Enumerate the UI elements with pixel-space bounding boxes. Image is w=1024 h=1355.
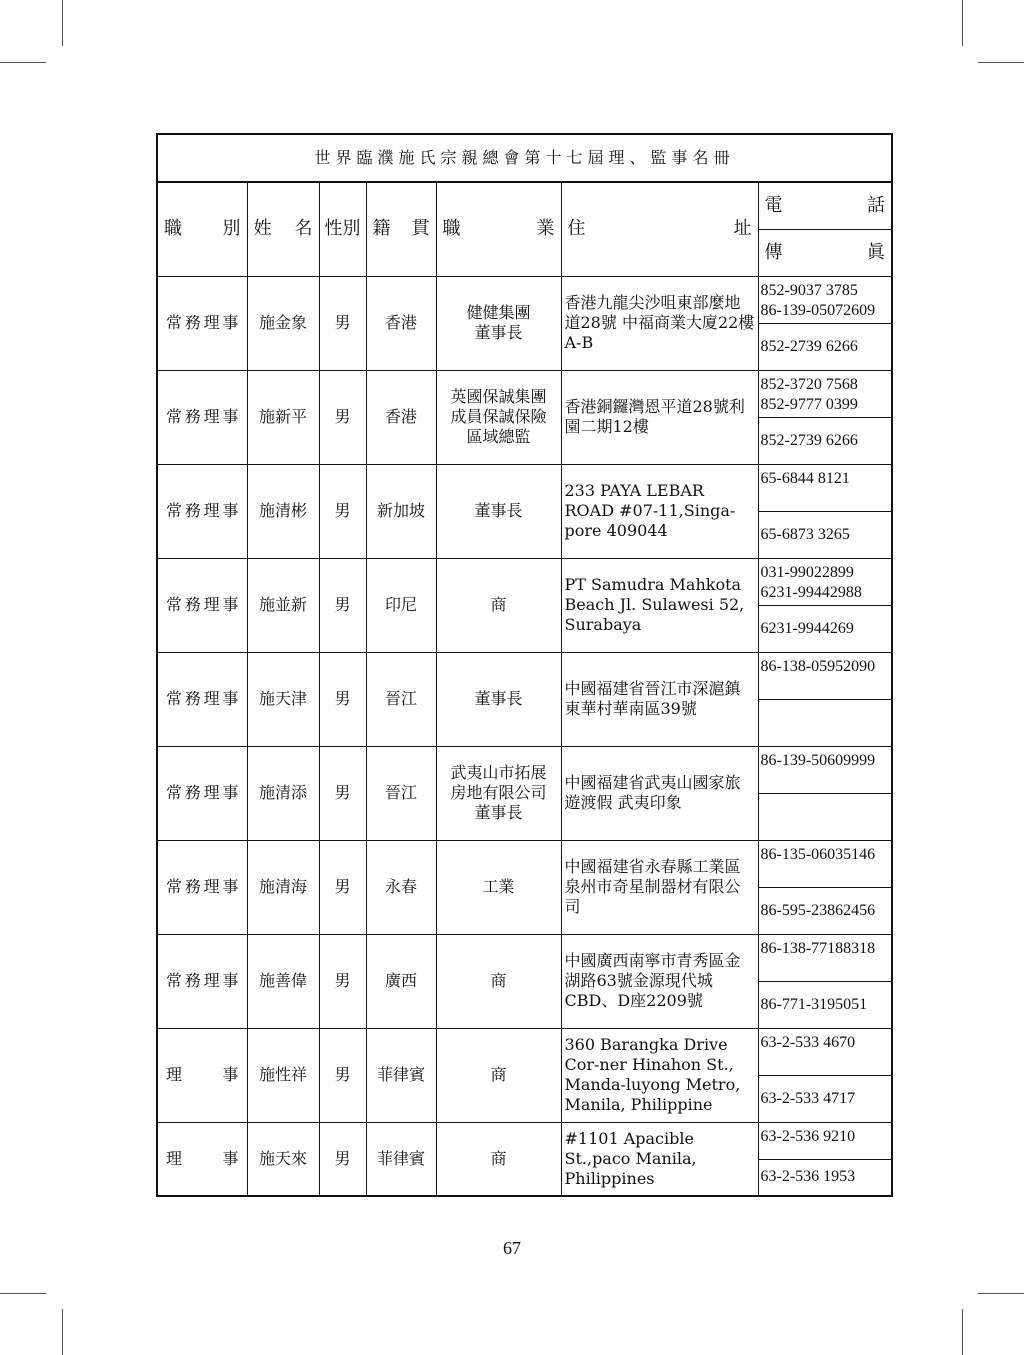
table-row	[157, 934, 892, 981]
table-row	[157, 558, 892, 605]
origin-cell: 香港	[366, 276, 436, 370]
gender-cell: 男	[319, 746, 366, 840]
position-cell: 常務理事	[157, 652, 247, 746]
name-cell: 施天來	[247, 1122, 319, 1196]
occupation-cell: 董事長	[436, 652, 561, 746]
table-row	[157, 464, 892, 511]
address-cell: 香港九龍尖沙咀東部麼地道28號 中福商業大廈22樓A-B	[561, 276, 758, 370]
phone-cell: 031-99022899 6231-99442988	[758, 558, 892, 605]
position-cell: 常務理事	[157, 464, 247, 558]
header-origin: 籍 貫	[366, 182, 436, 276]
name-cell: 施新平	[247, 370, 319, 464]
position-cell: 常務理事	[157, 840, 247, 934]
table-row	[157, 840, 892, 887]
crop-mark	[962, 1309, 963, 1355]
crop-mark	[0, 1293, 46, 1294]
name-cell: 施清海	[247, 840, 319, 934]
gender-cell: 男	[319, 934, 366, 1028]
name-cell: 施性祥	[247, 1028, 319, 1122]
phone-cell: 63-2-533 4670	[758, 1028, 892, 1075]
position-cell: 理事	[157, 1028, 247, 1122]
table-row	[157, 746, 892, 793]
position-cell: 常務理事	[157, 746, 247, 840]
occupation-cell: 商	[436, 1028, 561, 1122]
name-cell: 施清添	[247, 746, 319, 840]
fax-cell: 86-595-23862456	[758, 887, 892, 934]
header-name: 姓 名	[247, 182, 319, 276]
position-cell: 常務理事	[157, 558, 247, 652]
origin-cell: 新加坡	[366, 464, 436, 558]
crop-mark	[62, 0, 63, 46]
member-directory-table	[156, 133, 893, 1197]
phone-cell: 86-138-05952090	[758, 652, 892, 699]
gender-cell: 男	[319, 840, 366, 934]
phone-cell: 86-138-77188318	[758, 934, 892, 981]
origin-cell: 晉江	[366, 652, 436, 746]
crop-mark	[0, 62, 46, 63]
table-row	[157, 370, 892, 417]
fax-cell: 65-6873 3265	[758, 511, 892, 558]
phone-cell: 86-139-50609999	[758, 746, 892, 793]
phone-cell: 852-9037 3785 86-139-05072609	[758, 276, 892, 323]
fax-cell: 6231-9944269	[758, 605, 892, 652]
header-address: 住 址	[561, 182, 758, 276]
address-cell: 香港銅鑼灣恩平道28號利園二期12樓	[561, 370, 758, 464]
occupation-cell: 工業	[436, 840, 561, 934]
name-cell: 施清彬	[247, 464, 319, 558]
gender-cell: 男	[319, 1028, 366, 1122]
crop-mark	[978, 62, 1024, 63]
address-cell: 360 Barangka Drive Cor-ner Hinahon St., Manda-luyong Metro, Manila, Philippine	[561, 1028, 758, 1122]
occupation-cell: 商	[436, 934, 561, 1028]
table-row	[157, 1122, 892, 1159]
position-cell: 常務理事	[157, 276, 247, 370]
phone-cell: 852-3720 7568 852-9777 0399	[758, 370, 892, 417]
gender-cell: 男	[319, 558, 366, 652]
gender-cell: 男	[319, 370, 366, 464]
phone-cell: 65-6844 8121	[758, 464, 892, 511]
origin-cell: 香港	[366, 370, 436, 464]
occupation-cell: 商	[436, 1122, 561, 1196]
address-cell: PT Samudra Mahkota Beach Jl. Sulawesi 52, Surabaya	[561, 558, 758, 652]
address-cell: 中國福建省晉江市深滬鎮東華村華南區39號	[561, 652, 758, 746]
occupation-cell: 武夷山市拓展 房地有限公司 董事長	[436, 746, 561, 840]
address-cell: 233 PAYA LEBAR ROAD #07-11,Singa-pore 409044	[561, 464, 758, 558]
address-cell: 中國福建省武夷山國家旅遊渡假 武夷印象	[561, 746, 758, 840]
name-cell: 施金象	[247, 276, 319, 370]
header-occupation: 職 業	[436, 182, 561, 276]
fax-cell: 63-2-536 1953	[758, 1159, 892, 1196]
header-phone: 電 話	[758, 182, 892, 229]
position-cell: 常務理事	[157, 370, 247, 464]
fax-cell	[758, 699, 892, 746]
origin-cell: 晉江	[366, 746, 436, 840]
fax-cell: 63-2-533 4717	[758, 1075, 892, 1122]
header-fax: 傳 眞	[758, 229, 892, 276]
occupation-cell: 董事長	[436, 464, 561, 558]
fax-cell	[758, 793, 892, 840]
gender-cell: 男	[319, 1122, 366, 1196]
table-row	[157, 652, 892, 699]
origin-cell: 廣西	[366, 934, 436, 1028]
origin-cell: 菲律賓	[366, 1028, 436, 1122]
phone-cell: 86-135-06035146	[758, 840, 892, 887]
name-cell: 施天津	[247, 652, 319, 746]
table-row	[157, 276, 892, 323]
crop-mark	[62, 1309, 63, 1355]
phone-cell: 63-2-536 9210	[758, 1122, 892, 1159]
occupation-cell: 英國保誠集團 成員保誠保險 區域總監	[436, 370, 561, 464]
gender-cell: 男	[319, 464, 366, 558]
crop-mark	[978, 1293, 1024, 1294]
document-title: 世界臨濮施氏宗親總會第十七屆理、監事名冊	[157, 134, 892, 182]
origin-cell: 菲律賓	[366, 1122, 436, 1196]
origin-cell: 印尼	[366, 558, 436, 652]
header-position: 職 別	[157, 182, 247, 276]
gender-cell: 男	[319, 276, 366, 370]
address-cell: #1101 Apacible St.,paco Manila, Philippines	[561, 1122, 758, 1196]
origin-cell: 永春	[366, 840, 436, 934]
page-number: 67	[503, 1238, 521, 1258]
fax-cell: 852-2739 6266	[758, 417, 892, 464]
name-cell: 施並新	[247, 558, 319, 652]
address-cell: 中國福建省永春縣工業區泉州市奇星制器材有限公司	[561, 840, 758, 934]
gender-cell: 男	[319, 652, 366, 746]
table-row	[157, 1028, 892, 1075]
fax-cell: 86-771-3195051	[758, 981, 892, 1028]
position-cell: 常務理事	[157, 934, 247, 1028]
name-cell: 施善偉	[247, 934, 319, 1028]
position-cell: 理事	[157, 1122, 247, 1196]
occupation-cell: 健健集團 董事長	[436, 276, 561, 370]
crop-mark	[962, 0, 963, 46]
address-cell: 中國廣西南寧市青秀區金湖路63號金源現代城CBD、D座2209號	[561, 934, 758, 1028]
header-gender: 性別	[319, 182, 366, 276]
fax-cell: 852-2739 6266	[758, 323, 892, 370]
occupation-cell: 商	[436, 558, 561, 652]
